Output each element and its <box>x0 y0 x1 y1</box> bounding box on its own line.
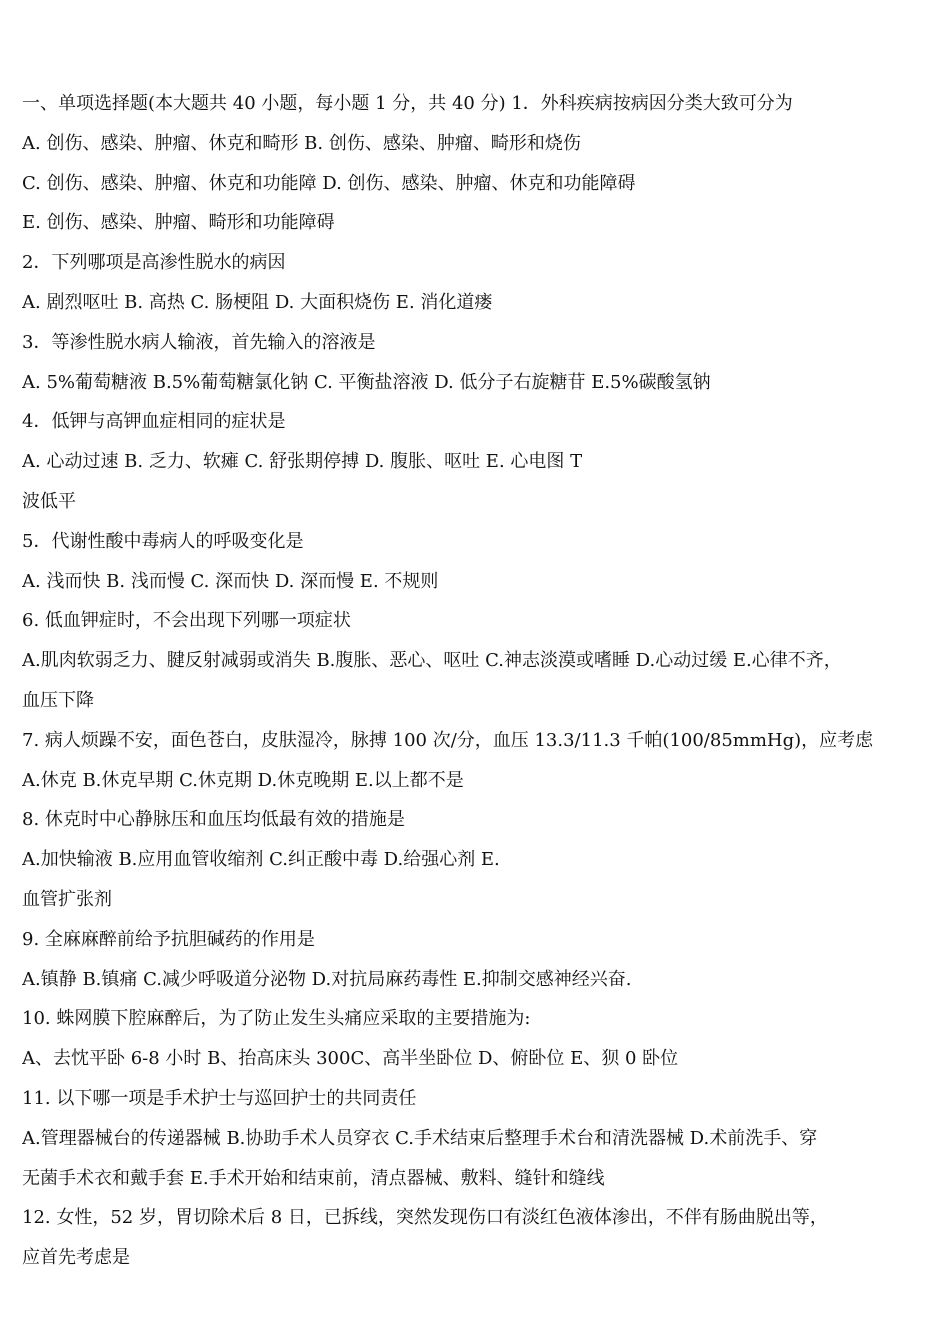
q8-question-line: 8. 休克时中心静脉压和血压均低最有效的措施是 <box>22 809 405 831</box>
q8-options-line: A.加快输液 B.应用血管收缩剂 C.纠正酸中毒 D.给强心剂 E. <box>22 849 500 871</box>
q7-options-line: A.休克 B.休克早期 C.休克期 D.休克晚期 E.以上都不是 <box>22 769 464 791</box>
q5-question-line: 5．代谢性酸中毒病人的呼吸变化是 <box>22 530 304 552</box>
q8-options-line: 血管扩张剂 <box>22 888 112 910</box>
q12-question-line: 应首先考虑是 <box>22 1247 130 1269</box>
document-page <box>22 84 922 1278</box>
q4-question-line: 4．低钾与高钾血症相同的症状是 <box>22 411 286 433</box>
q11-question-line: 11. 以下哪一项是手术护士与巡回护士的共同责任 <box>22 1087 417 1109</box>
q12-question-line: 12. 女性，52 岁，胃切除术后 8 日，已拆线，突然发现伤口有淡红色液体渗出，不伴有肠曲脱出等， <box>22 1207 828 1229</box>
q11-options-line: A.管理器械台的传递器械 B.协助手术人员穿衣 C.手术结束后整理手术台和清洗器械 D.术前洗手、穿 <box>22 1127 818 1149</box>
q7-question-line: 7. 病人烦躁不安，面色苍白，皮肤湿冷，脉搏 100 次/分，血压 13.3/11.3 千帕(100/85mmHg)，应考虑 <box>22 729 874 751</box>
q6-options-line: A.肌肉软弱乏力、腱反射减弱或消失 B.腹胀、恶心、呕吐 C.神志淡漠或嗜睡 D.心动过缓 E.心律不齐， <box>22 650 842 672</box>
q4-options-line: A. 心动过速 B. 乏力、软瘫 C. 舒张期停搏 D. 腹胀、呕吐 E. 心电图 T <box>22 451 583 473</box>
q2-options-line: A. 剧烈呕吐 B. 高热 C. 肠梗阻 D. 大面积烧伤 E. 消化道瘘 <box>22 291 493 313</box>
q3-options-line: A. 5%葡萄糖液 B.5%葡萄糖氯化钠 C. 平衡盐溶液 D. 低分子右旋糖苷 E.5%碳酸氢钠 <box>22 371 711 393</box>
q10-question-line: 10. 蛛网膜下腔麻醉后，为了防止发生头痛应采取的主要措施为: <box>22 1008 531 1030</box>
q9-options-line: A.镇静 B.镇痛 C.减少呼吸道分泌物 D.对抗局麻药毒性 E.抑制交感神经兴奋. <box>22 968 632 990</box>
q4-options-line: 波低平 <box>22 490 76 512</box>
q5-options-line: A. 浅而快 B. 浅而慢 C. 深而快 D. 深而慢 E. 不规则 <box>22 570 439 592</box>
q2-question-line: 2．下列哪项是高渗性脱水的病因 <box>22 252 286 274</box>
q1-options-line: C. 创伤、感染、肿瘤、休克和功能障 D. 创伤、感染、肿瘤、休克和功能障碍 <box>22 172 636 194</box>
q6-question-line: 6. 低血钾症时，不会出现下列哪一项症状 <box>22 610 351 632</box>
q3-question-line: 3．等渗性脱水病人输液，首先输入的溶液是 <box>22 331 376 353</box>
q11-options-line: 无菌手术衣和戴手套 E.手术开始和结束前，清点器械、敷料、缝针和缝线 <box>22 1167 605 1189</box>
q9-question-line: 9. 全麻麻醉前给予抗胆碱药的作用是 <box>22 928 315 950</box>
q1-options-line: A. 创伤、感染、肿瘤、休克和畸形 B. 创伤、感染、肿瘤、畸形和烧伤 <box>22 132 581 154</box>
q1-options-line: E. 创伤、感染、肿瘤、畸形和功能障碍 <box>22 212 335 234</box>
q6-options-line: 血压下降 <box>22 689 94 711</box>
section-heading-line: 一、单项选择题(本大题共 40 小题，每小题 1 分，共 40 分) 1．外科疾病按病因分类大致可分为 <box>22 93 793 114</box>
q10-options-line: A、去忱平卧 6-8 小时 B、抬高床头 300C、高半坐卧位 D、俯卧位 E、狈 0 卧位 <box>22 1048 679 1070</box>
